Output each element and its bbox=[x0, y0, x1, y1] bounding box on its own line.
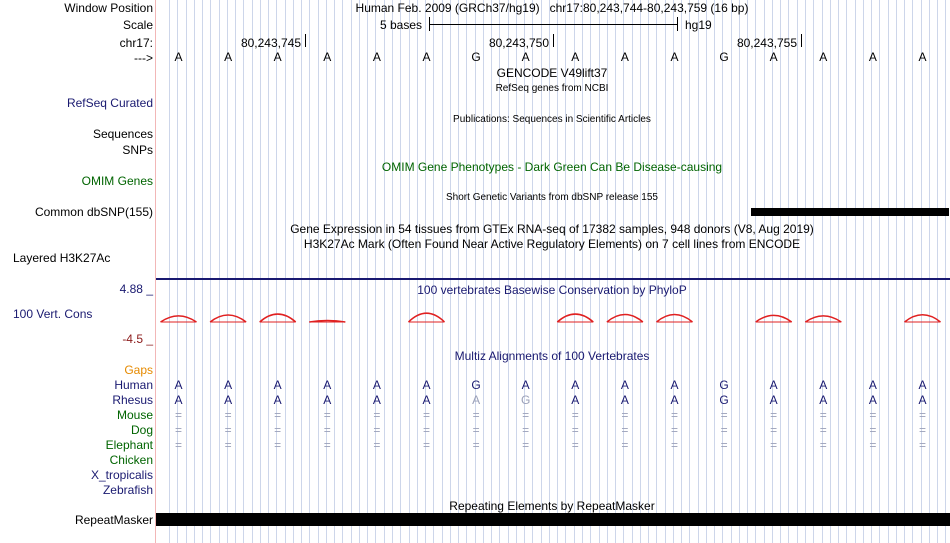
alignment-base: = bbox=[571, 408, 579, 422]
alignment-base: A bbox=[769, 393, 778, 407]
alignment-base: = bbox=[323, 438, 331, 452]
scale-label: Scale bbox=[122, 18, 153, 32]
conservation-track-title[interactable]: 100 vertebrates Basewise Conservation by PhyloP bbox=[417, 283, 687, 297]
guide-line bbox=[442, 0, 443, 543]
species-label[interactable]: Human bbox=[114, 378, 153, 392]
guide-line bbox=[268, 0, 269, 543]
scale-bar-right-tick bbox=[677, 17, 678, 31]
refseq-track-title[interactable]: RefSeq genes from NCBI bbox=[495, 83, 609, 94]
guide-line bbox=[169, 0, 170, 543]
alignment-base: = bbox=[472, 438, 480, 452]
chrom-label: chr17: bbox=[119, 36, 153, 50]
base: A bbox=[819, 50, 828, 64]
alignment-base: = bbox=[720, 423, 728, 437]
guide-line bbox=[235, 0, 236, 543]
alignment-base: = bbox=[422, 423, 430, 437]
guide-line bbox=[863, 0, 864, 543]
alignment-base: A bbox=[372, 378, 381, 392]
alignment-base: = bbox=[323, 408, 331, 422]
conservation-min-label: -4.5 _ bbox=[122, 332, 153, 346]
guide-line bbox=[665, 0, 666, 543]
alignment-base: G bbox=[719, 393, 729, 407]
guide-line bbox=[186, 0, 187, 543]
alignment-base: G bbox=[471, 378, 481, 392]
alignment-base: A bbox=[521, 378, 530, 392]
window-position-value: Human Feb. 2009 (GRCh37/hg19) chr17:80,243,744-80,243,759 (16 bp) bbox=[355, 1, 749, 15]
alignment-base: = bbox=[224, 408, 232, 422]
gtex-track-title[interactable]: Gene Expression in 54 tissues from GTEx RNA-seq of 17382 samples, 948 donors (V8, Aug 2019) bbox=[290, 222, 814, 236]
alignment-base: A bbox=[224, 378, 233, 392]
alignment-base: = bbox=[274, 408, 282, 422]
alignment-base: = bbox=[670, 408, 678, 422]
guide-line bbox=[772, 0, 773, 543]
guide-line bbox=[706, 0, 707, 543]
conservation-mark bbox=[557, 314, 593, 322]
guide-line bbox=[896, 0, 897, 543]
alignment-base: A bbox=[174, 378, 183, 392]
species-label[interactable]: Mouse bbox=[116, 408, 153, 422]
species-label[interactable]: Elephant bbox=[105, 438, 153, 452]
base: A bbox=[521, 50, 530, 64]
dbsnp-track-title[interactable]: Short Genetic Variants from dbSNP release 155 bbox=[446, 192, 658, 203]
alignment-base: = bbox=[720, 438, 728, 452]
h3k27ac-track-label[interactable]: Layered H3K27Ac bbox=[13, 251, 111, 265]
conservation-mark bbox=[161, 316, 197, 322]
conservation-mark bbox=[409, 313, 445, 322]
guide-line bbox=[673, 0, 674, 543]
alignment-base: = bbox=[770, 438, 778, 452]
guide-line bbox=[689, 0, 690, 543]
guide-line bbox=[219, 0, 220, 543]
sequences-track-label[interactable]: Sequences bbox=[92, 127, 153, 141]
dbsnp-track-label[interactable]: Common dbSNP(155) bbox=[34, 205, 153, 219]
guide-line bbox=[309, 0, 310, 543]
alignment-base: = bbox=[571, 423, 579, 437]
guide-line bbox=[318, 0, 319, 543]
alignment-base: = bbox=[274, 438, 282, 452]
guide-line bbox=[425, 0, 426, 543]
alignment-base: A bbox=[372, 393, 381, 407]
base: G bbox=[719, 50, 729, 64]
guide-line bbox=[615, 0, 616, 543]
snps-track-label[interactable]: SNPs bbox=[122, 143, 153, 157]
alignment-base: A bbox=[273, 393, 282, 407]
guide-line bbox=[879, 0, 880, 543]
alignment-base: = bbox=[869, 423, 877, 437]
guide-line bbox=[921, 0, 922, 543]
base: A bbox=[670, 50, 679, 64]
guide-line bbox=[714, 0, 715, 543]
guide-line bbox=[417, 0, 418, 543]
alignment-base: = bbox=[869, 438, 877, 452]
assembly-label: hg19 bbox=[685, 18, 712, 32]
scale-bar bbox=[429, 24, 677, 25]
guide-line bbox=[656, 0, 657, 543]
alignment-base: = bbox=[770, 423, 778, 437]
conservation-mark bbox=[756, 315, 792, 322]
conservation-mark bbox=[905, 315, 941, 322]
alignment-base: A bbox=[323, 378, 332, 392]
guide-line bbox=[359, 0, 360, 543]
alignment-base: A bbox=[571, 393, 580, 407]
guide-line bbox=[400, 0, 401, 543]
alignment-base: A bbox=[868, 393, 877, 407]
guide-line bbox=[640, 0, 641, 543]
guide-line bbox=[483, 0, 484, 543]
guide-line bbox=[392, 0, 393, 543]
guide-line bbox=[260, 0, 261, 543]
base: A bbox=[323, 50, 332, 64]
label-area-separator bbox=[155, 0, 156, 543]
guide-line bbox=[698, 0, 699, 543]
gencode-track-title[interactable]: GENCODE V49lift37 bbox=[496, 66, 608, 80]
guide-line bbox=[367, 0, 368, 543]
dbsnp-variant-bar[interactable] bbox=[751, 208, 949, 216]
alignment-base: = bbox=[373, 423, 381, 437]
species-label[interactable]: X_tropicalis bbox=[90, 468, 153, 482]
conservation-mark bbox=[805, 316, 841, 322]
alignment-base: A bbox=[571, 378, 580, 392]
position-tick bbox=[305, 34, 306, 47]
species-label[interactable]: Chicken bbox=[109, 453, 153, 467]
base: A bbox=[174, 50, 183, 64]
alignment-base: A bbox=[769, 378, 778, 392]
alignment-base: = bbox=[522, 438, 530, 452]
alignment-base: = bbox=[819, 438, 827, 452]
alignment-base: A bbox=[918, 393, 927, 407]
guide-line bbox=[458, 0, 459, 543]
base: A bbox=[868, 50, 877, 64]
alignment-base: A bbox=[422, 393, 431, 407]
guide-line bbox=[384, 0, 385, 543]
guide-line bbox=[681, 0, 682, 543]
alignment-base: = bbox=[174, 438, 182, 452]
base: G bbox=[471, 50, 481, 64]
base: A bbox=[769, 50, 778, 64]
alignment-base: A bbox=[670, 378, 679, 392]
guide-line bbox=[764, 0, 765, 543]
guide-line bbox=[243, 0, 244, 543]
alignment-base: A bbox=[472, 393, 481, 407]
guide-line bbox=[342, 0, 343, 543]
repeatmasker-bar[interactable] bbox=[156, 513, 950, 526]
guide-line bbox=[623, 0, 624, 543]
alignment-base: = bbox=[571, 438, 579, 452]
scale-text: 5 bases bbox=[380, 18, 423, 32]
alignment-base: A bbox=[868, 378, 877, 392]
alignment-base: G bbox=[521, 393, 531, 407]
alignment-base: = bbox=[472, 408, 480, 422]
guide-line bbox=[739, 0, 740, 543]
position-tick bbox=[553, 34, 554, 47]
base: A bbox=[620, 50, 629, 64]
alignment-base: A bbox=[670, 393, 679, 407]
species-label[interactable]: Dog bbox=[130, 423, 153, 437]
guide-line bbox=[747, 0, 748, 543]
guide-line bbox=[194, 0, 195, 543]
alignment-base: = bbox=[918, 408, 926, 422]
alignment-base: = bbox=[819, 408, 827, 422]
alignment-base: = bbox=[224, 423, 232, 437]
guide-line bbox=[409, 0, 410, 543]
alignment-base: A bbox=[323, 393, 332, 407]
guide-line bbox=[227, 0, 228, 543]
alignment-base: = bbox=[373, 408, 381, 422]
alignment-base: = bbox=[621, 408, 629, 422]
alignment-base: = bbox=[869, 408, 877, 422]
guide-line bbox=[466, 0, 467, 543]
guide-line bbox=[855, 0, 856, 543]
guide-line bbox=[210, 0, 211, 543]
guide-line bbox=[788, 0, 789, 543]
guide-line bbox=[937, 0, 938, 543]
guide-line bbox=[838, 0, 839, 543]
position-label: 80,243,750 bbox=[488, 36, 549, 50]
alignment-base: = bbox=[720, 408, 728, 422]
alignment-base: = bbox=[224, 438, 232, 452]
guide-line bbox=[813, 0, 814, 543]
alignment-base: = bbox=[174, 408, 182, 422]
guide-line bbox=[755, 0, 756, 543]
alignment-base: A bbox=[422, 378, 431, 392]
alignment-base: A bbox=[224, 393, 233, 407]
guide-line bbox=[326, 0, 327, 543]
publications-track-title[interactable]: Publications: Sequences in Scientific Articles bbox=[453, 114, 651, 125]
guide-line bbox=[334, 0, 335, 543]
guide-line bbox=[904, 0, 905, 543]
alignment-base: = bbox=[770, 408, 778, 422]
guide-line bbox=[648, 0, 649, 543]
species-label[interactable]: Rhesus bbox=[112, 393, 153, 407]
guide-line bbox=[912, 0, 913, 543]
window-position-label: Window Position bbox=[64, 1, 153, 15]
base: A bbox=[422, 50, 431, 64]
guide-line bbox=[929, 0, 930, 543]
guide-line bbox=[731, 0, 732, 543]
conservation-max-label: 4.88 _ bbox=[119, 282, 153, 296]
alignment-base: A bbox=[819, 393, 828, 407]
guide-line bbox=[375, 0, 376, 543]
guide-line bbox=[830, 0, 831, 543]
position-tick bbox=[801, 34, 802, 47]
conservation-mark bbox=[210, 315, 246, 322]
conservation-mark bbox=[260, 314, 296, 322]
refseq-track-label[interactable]: RefSeq Curated bbox=[66, 96, 153, 110]
alignment-base: A bbox=[819, 378, 828, 392]
multiz-track-title[interactable]: Multiz Alignments of 100 Vertebrates bbox=[454, 349, 650, 363]
guide-line bbox=[475, 0, 476, 543]
conservation-mark bbox=[607, 315, 643, 322]
guide-line bbox=[491, 0, 492, 543]
guide-line bbox=[888, 0, 889, 543]
base: A bbox=[224, 50, 233, 64]
guide-line bbox=[285, 0, 286, 543]
position-label: 80,243,755 bbox=[736, 36, 797, 50]
alignment-base: A bbox=[918, 378, 927, 392]
guide-line bbox=[780, 0, 781, 543]
guide-line bbox=[276, 0, 277, 543]
guide-line bbox=[722, 0, 723, 543]
alignment-base: = bbox=[670, 423, 678, 437]
base: A bbox=[918, 50, 927, 64]
alignment-base: A bbox=[174, 393, 183, 407]
base: A bbox=[273, 50, 282, 64]
alignment-base: = bbox=[670, 438, 678, 452]
guide-line bbox=[805, 0, 806, 543]
guide-line bbox=[293, 0, 294, 543]
alignment-base: = bbox=[918, 423, 926, 437]
base: A bbox=[571, 50, 580, 64]
alignment-base: = bbox=[522, 408, 530, 422]
guide-line bbox=[945, 0, 946, 543]
guide-line bbox=[202, 0, 203, 543]
alignment-base: = bbox=[621, 438, 629, 452]
guide-line bbox=[177, 0, 178, 543]
conservation-track-label[interactable]: 100 Vert. Cons bbox=[13, 307, 93, 321]
alignment-base: = bbox=[621, 423, 629, 437]
alignment-base: A bbox=[273, 378, 282, 392]
guide-line bbox=[433, 0, 434, 543]
repeatmasker-track-title[interactable]: Repeating Elements by RepeatMasker bbox=[449, 499, 655, 513]
gaps-label: Gaps bbox=[124, 363, 153, 377]
guide-line bbox=[301, 0, 302, 543]
guide-line bbox=[846, 0, 847, 543]
h3k27ac-track-title[interactable]: H3K27Ac Mark (Often Found Near Active Regulatory Elements) on 7 cell lines from ENCODE bbox=[303, 237, 801, 251]
guide-line bbox=[822, 0, 823, 543]
species-label[interactable]: Zebrafish bbox=[102, 483, 153, 497]
alignment-base: = bbox=[274, 423, 282, 437]
alignment-base: = bbox=[174, 423, 182, 437]
guide-line bbox=[632, 0, 633, 543]
alignment-base: G bbox=[719, 378, 729, 392]
alignment-base: A bbox=[620, 393, 629, 407]
guide-line bbox=[450, 0, 451, 543]
omim-track-label[interactable]: OMIM Genes bbox=[81, 174, 153, 188]
guide-line bbox=[871, 0, 872, 543]
alignment-base: = bbox=[819, 423, 827, 437]
conservation-mark bbox=[657, 315, 693, 322]
guide-line bbox=[351, 0, 352, 543]
alignment-base: = bbox=[373, 438, 381, 452]
alignment-base: = bbox=[422, 438, 430, 452]
omim-track-title[interactable]: OMIM Gene Phenotypes - Dark Green Can Be Disease-causing bbox=[381, 160, 723, 174]
alignment-base: = bbox=[422, 408, 430, 422]
conservation-plot[interactable] bbox=[0, 305, 950, 330]
alignment-base: A bbox=[620, 378, 629, 392]
alignment-base: = bbox=[522, 423, 530, 437]
strand-label: ---> bbox=[134, 51, 153, 65]
alignment-base: = bbox=[918, 438, 926, 452]
repeatmasker-track-label[interactable]: RepeatMasker bbox=[74, 513, 153, 527]
alignment-base: = bbox=[472, 423, 480, 437]
guide-line bbox=[797, 0, 798, 543]
base: A bbox=[372, 50, 381, 64]
guide-line bbox=[252, 0, 253, 543]
position-label: 80,243,745 bbox=[240, 36, 301, 50]
alignment-base: = bbox=[323, 423, 331, 437]
h3k27ac-baseline bbox=[156, 278, 950, 280]
